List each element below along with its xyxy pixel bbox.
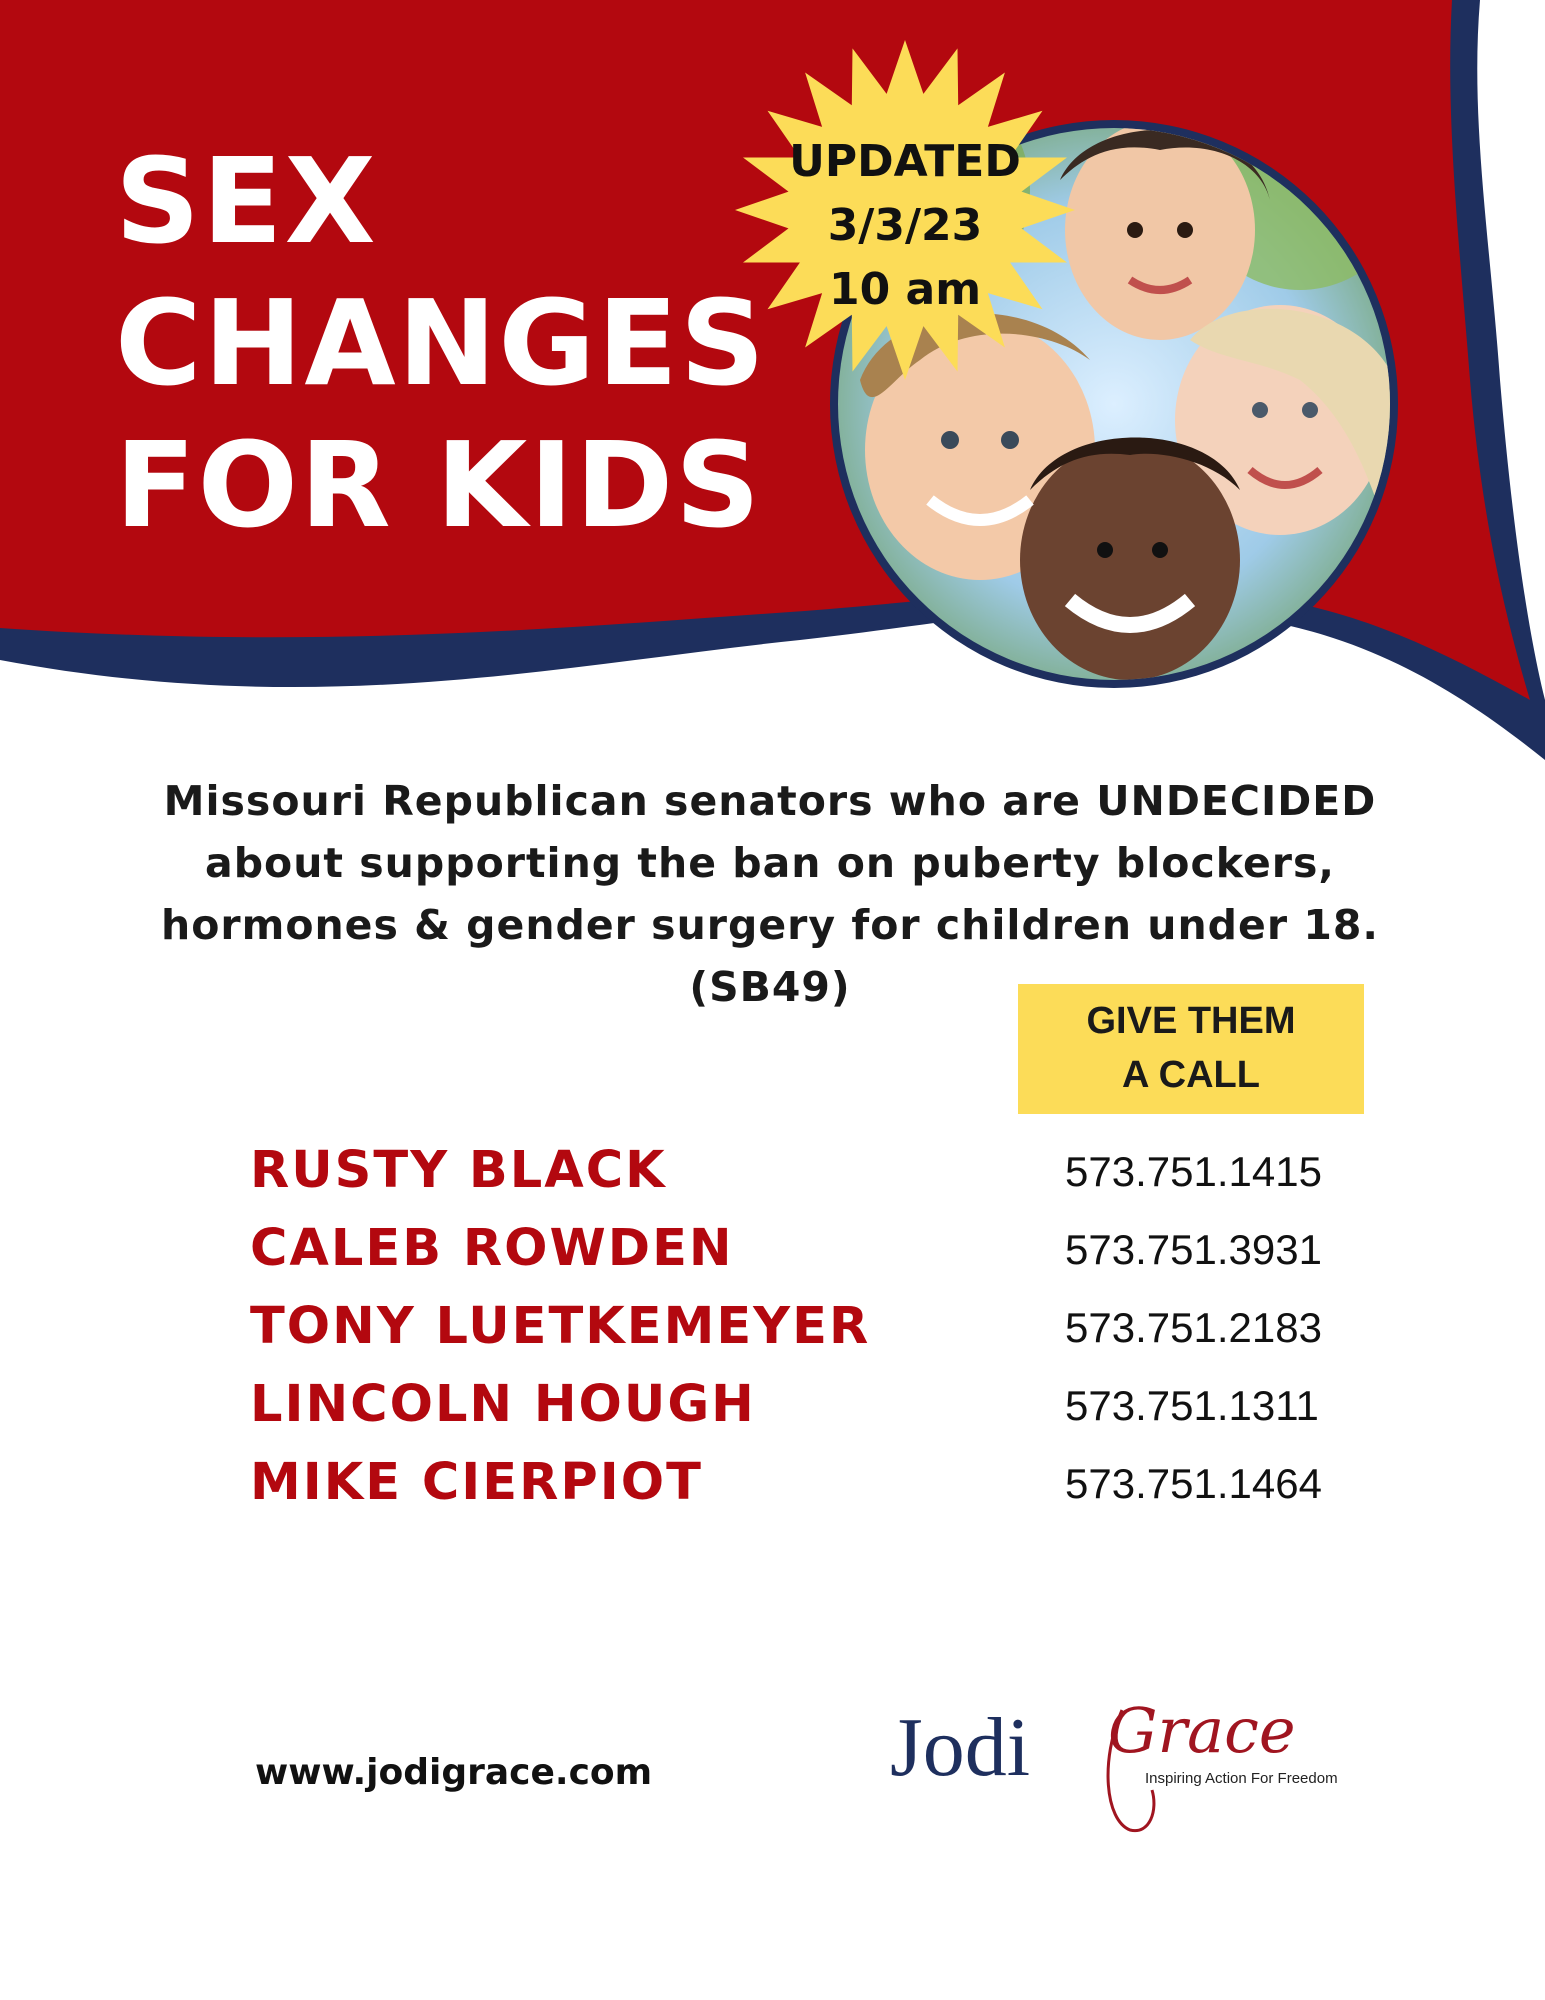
senator-row — [250, 1140, 1350, 1218]
logo-jodi: Jodi — [890, 1701, 1031, 1794]
headline — [115, 130, 767, 556]
call-to-action-box — [1018, 984, 1364, 1114]
senator-name: MIKE CIERPIOT — [250, 1453, 703, 1512]
senator-name: RUSTY BLACK — [250, 1141, 667, 1200]
website-link[interactable]: www.jodigrace.com — [255, 1752, 653, 1793]
senator-phone[interactable]: 573.751.3931 — [1065, 1226, 1322, 1273]
update-label: UPDATED — [789, 136, 1021, 187]
senator-name: TONY LUETKEMEYER — [250, 1297, 871, 1356]
logo-tagline: Inspiring Action For Freedom — [1145, 1770, 1338, 1787]
senator-phone[interactable]: 573.751.1464 — [1065, 1460, 1322, 1507]
call-box-line-1: GIVE THEM — [1086, 1000, 1296, 1042]
call-box-line-2: A CALL — [1122, 1054, 1260, 1096]
intro-paragraph — [120, 770, 1420, 1018]
update-badge — [735, 130, 1075, 322]
headline-line-1: SEX — [115, 132, 378, 270]
logo-grace: Grace — [1108, 1694, 1296, 1767]
senator-row — [250, 1374, 1350, 1452]
senator-row — [250, 1296, 1350, 1374]
update-time: 10 am — [828, 264, 982, 315]
senator-name: LINCOLN HOUGH — [250, 1375, 756, 1434]
senator-phone[interactable]: 573.751.2183 — [1065, 1304, 1322, 1351]
senator-phone[interactable]: 573.751.1415 — [1065, 1148, 1322, 1195]
intro-emphasis: UNDECIDED — [1096, 777, 1377, 825]
intro-text-before: Missouri Republican senators who are — [163, 777, 1097, 825]
update-date: 3/3/23 — [827, 200, 983, 251]
headline-line-3: FOR KIDS — [115, 416, 763, 554]
senator-row — [250, 1218, 1350, 1296]
child-face-bottom — [1020, 440, 1240, 680]
headline-line-2: CHANGES — [115, 274, 767, 412]
jodigrace-logo — [890, 1680, 1410, 1840]
senator-list — [250, 1140, 1350, 1530]
senator-row — [250, 1452, 1350, 1530]
intro-text-after: about supporting the ban on puberty blockers, hormones & gender surgery for children under 18. (SB49) — [161, 839, 1379, 1011]
senator-name: CALEB ROWDEN — [250, 1219, 734, 1278]
senator-phone[interactable]: 573.751.1311 — [1065, 1382, 1319, 1429]
